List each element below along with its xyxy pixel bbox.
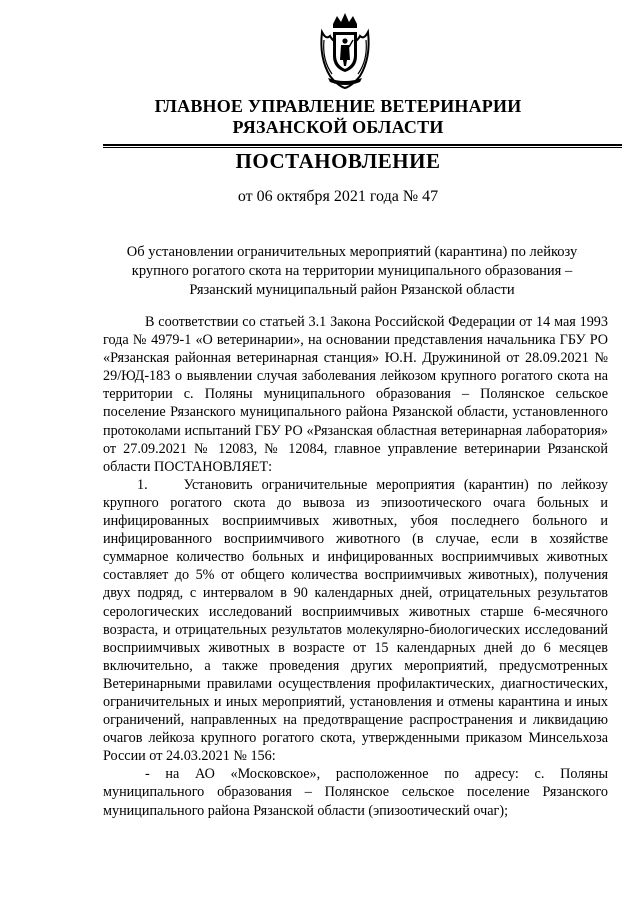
header-divider-thin bbox=[103, 147, 622, 148]
preamble-paragraph: В соответствии со статьей 3.1 Закона Российской Федерации от 14 мая 1993 года № 4979-1 «О ветеринарии», на основании представления начальника ГБУ РО «Рязанская районная ветеринарная станция» Ю.Н. Дружининой от 28.09.2021 № 29/ЮД-183 о выявлении случая заболевания лейкозом крупного рогатого скота на территории с. Поляны муниципального образования – Полянское сельское поселение Рязанского муниципального района Рязанской области, установленного протоколами испытаний ГБУ РО «Рязанская областная ветеринарная лаборатория» от 27.09.2021 № 12083, № 12084, главное управление ветеринарии Рязанской области ПОСТАНОВЛЯЕТ: bbox=[103, 314, 608, 475]
document-type-title: ПОСТАНОВЛЕНИЕ bbox=[235, 149, 441, 173]
header-divider bbox=[103, 144, 622, 146]
item-1-paragraph: 1. Установить ограничительные мероприятия (карантин) по лейкозу крупного рогатого скота до вывоза из эпизоотического очага больных и инфицированных восприимчивых животных, убоя последнего больного и инфицированного восприимчивого животного (в случае, если в хозяйстве суммарное количество больных и инфицированных восприимчивых животных составляет до 5% от общего количества восприимчивых животных), получения двух подряд, с интервалом в 90 календарных дней, отрицательных результатов серологических исследований восприимчивых животных старше 6-месячного возраста, и отрицательных результатов молекулярно-биологических исследований восприимчивых животных в возрасте от 15 календарных дней до 6 месяцев включительно, а также проведения других мероприятий, предусмотренных Ветеринарными правилами осуществления профилактических, диагностических, ограничительных и иных мероприятий, установления и отмены карантина и иных ограничений, направленных на предотвращение распространения и ликвидацию очагов лейкоза крупного рогатого скота, утвержденными приказом Минсельхоза России от 24.03.2021 № 156: bbox=[103, 476, 608, 765]
document-date-number: от 06 октября 2021 года № 47 bbox=[237, 188, 439, 205]
organization-name-line2: РЯЗАНСКОЙ ОБЛАСТИ bbox=[232, 117, 444, 137]
organization-name-line1: ГЛАВНОЕ УПРАВЛЕНИЕ ВЕТЕРИНАРИИ bbox=[154, 96, 522, 116]
coat-of-arms-icon bbox=[316, 10, 374, 90]
document-subject: Об установлении ограничительных мероприятий (карантина) по лейкозу крупного рогатого скота на территории муниципального образования – Рязанский муниципальный район Рязанской области bbox=[126, 244, 578, 298]
document-body bbox=[103, 313, 608, 820]
item-1-dash-paragraph: - на АО «Московское», расположенное по адресу: с. Поляны муниципального образования – Полянское сельское поселение Рязанского муниципального района Рязанской области (эпизоотический очаг); bbox=[103, 766, 608, 819]
